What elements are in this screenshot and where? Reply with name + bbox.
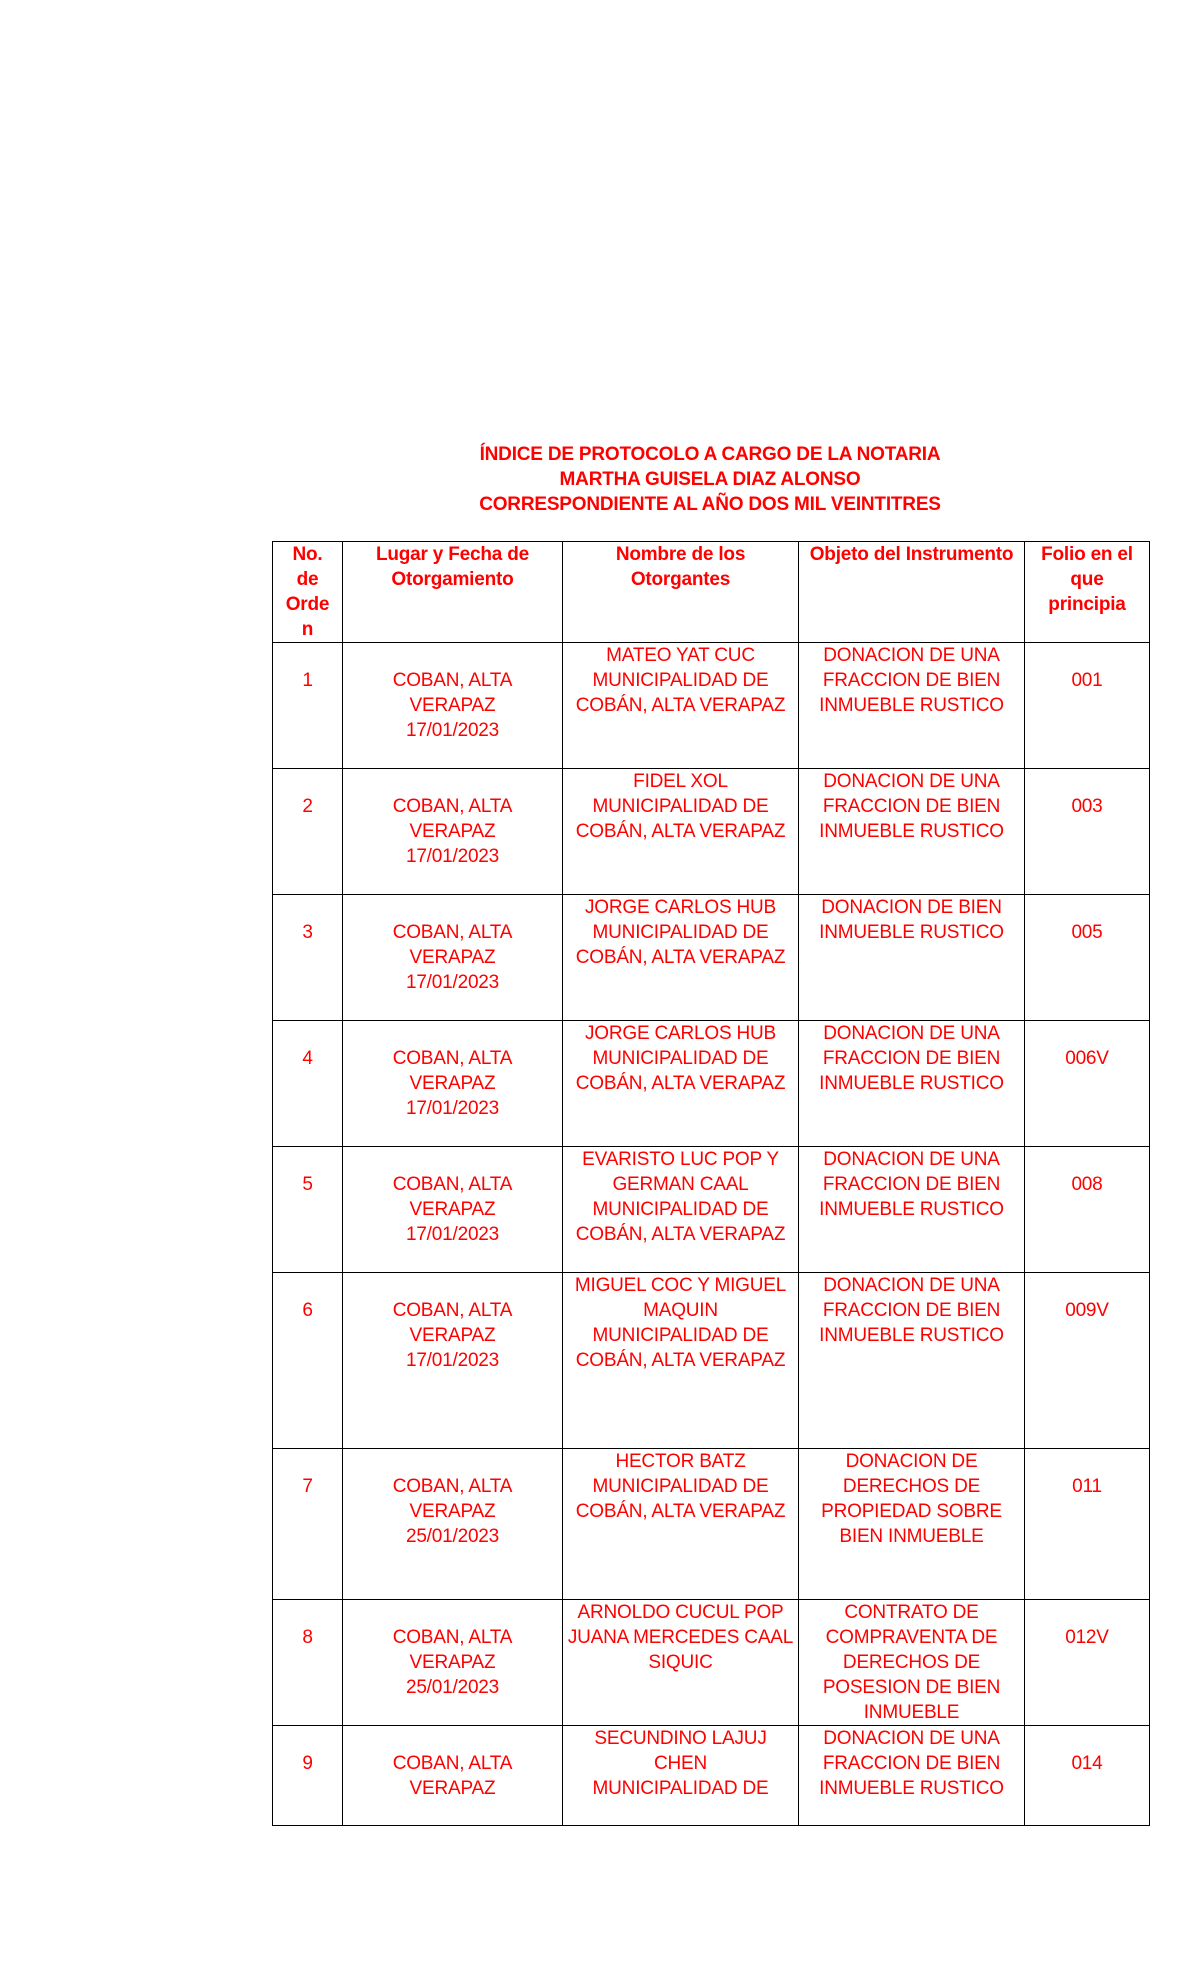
table-row	[273, 769, 1150, 895]
cell-folio: 011	[1025, 1449, 1150, 1600]
cell-nombre: MIGUEL COC Y MIGUEL MAQUIN MUNICIPALIDAD DE COBÁN, ALTA VERAPAZ	[563, 1273, 799, 1449]
cell-nombre: ARNOLDO CUCUL POP JUANA MERCEDES CAAL SIQUIC	[563, 1600, 799, 1726]
cell-no: 2	[273, 769, 343, 895]
header-lugar-fecha: Lugar y Fecha de Otorgamiento	[343, 542, 563, 643]
title-line-1: ÍNDICE DE PROTOCOLO A CARGO DE LA NOTARIA	[479, 444, 941, 465]
table-header-row	[273, 542, 1150, 643]
cell-lugar: COBAN, ALTA VERAPAZ 17/01/2023	[343, 1273, 563, 1449]
cell-nombre: EVARISTO LUC POP Y GERMAN CAAL MUNICIPALIDAD DE COBÁN, ALTA VERAPAZ	[563, 1147, 799, 1273]
cell-lugar: COBAN, ALTA VERAPAZ 17/01/2023	[343, 895, 563, 1021]
title-line-3: CORRESPONDIENTE AL AÑO DOS MIL VEINTITRES	[479, 494, 941, 515]
table-row	[273, 1726, 1150, 1826]
cell-lugar: COBAN, ALTA VERAPAZ 17/01/2023	[343, 769, 563, 895]
cell-no: 1	[273, 643, 343, 769]
cell-nombre: HECTOR BATZ MUNICIPALIDAD DE COBÁN, ALTA VERAPAZ	[563, 1449, 799, 1600]
cell-objeto: DONACION DE UNA FRACCION DE BIEN INMUEBLE RUSTICO	[799, 1273, 1025, 1449]
cell-lugar: COBAN, ALTA VERAPAZ 25/01/2023	[343, 1600, 563, 1726]
cell-nombre: SECUNDINO LAJUJ CHEN MUNICIPALIDAD DE	[563, 1726, 799, 1826]
cell-nombre: JORGE CARLOS HUB MUNICIPALIDAD DE COBÁN, ALTA VERAPAZ	[563, 1021, 799, 1147]
cell-objeto: DONACION DE BIEN INMUEBLE RUSTICO	[799, 895, 1025, 1021]
cell-objeto: DONACION DE UNA FRACCION DE BIEN INMUEBLE RUSTICO	[799, 1726, 1025, 1826]
cell-lugar: COBAN, ALTA VERAPAZ 25/01/2023	[343, 1449, 563, 1600]
table-row	[273, 895, 1150, 1021]
cell-lugar: COBAN, ALTA VERAPAZ 17/01/2023	[343, 1147, 563, 1273]
title-line-2: MARTHA GUISELA DIAZ ALONSO	[559, 469, 861, 490]
cell-folio: 009V	[1025, 1273, 1150, 1449]
cell-objeto: DONACION DE UNA FRACCION DE BIEN INMUEBLE RUSTICO	[799, 769, 1025, 895]
cell-folio: 001	[1025, 643, 1150, 769]
document-title	[272, 442, 1148, 517]
cell-folio: 003	[1025, 769, 1150, 895]
cell-no: 5	[273, 1147, 343, 1273]
cell-objeto: CONTRATO DE COMPRAVENTA DE DERECHOS DE POSESION DE BIEN INMUEBLE	[799, 1600, 1025, 1726]
cell-lugar: COBAN, ALTA VERAPAZ 17/01/2023	[343, 643, 563, 769]
cell-folio: 012V	[1025, 1600, 1150, 1726]
cell-nombre: JORGE CARLOS HUB MUNICIPALIDAD DE COBÁN, ALTA VERAPAZ	[563, 895, 799, 1021]
cell-no: 7	[273, 1449, 343, 1600]
cell-folio: 005	[1025, 895, 1150, 1021]
cell-no: 8	[273, 1600, 343, 1726]
protocol-index-table	[272, 541, 1150, 1826]
header-nombre-otorgantes: Nombre de los Otorgantes	[563, 542, 799, 643]
table-row	[273, 1021, 1150, 1147]
cell-no: 4	[273, 1021, 343, 1147]
cell-objeto: DONACION DE DERECHOS DE PROPIEDAD SOBRE BIEN INMUEBLE	[799, 1449, 1025, 1600]
table-row	[273, 1273, 1150, 1449]
table-row	[273, 1600, 1150, 1726]
table-row	[273, 1147, 1150, 1273]
cell-folio: 014	[1025, 1726, 1150, 1826]
cell-lugar: COBAN, ALTA VERAPAZ 17/01/2023	[343, 1021, 563, 1147]
cell-folio: 006V	[1025, 1021, 1150, 1147]
cell-objeto: DONACION DE UNA FRACCION DE BIEN INMUEBLE RUSTICO	[799, 1147, 1025, 1273]
cell-lugar: COBAN, ALTA VERAPAZ	[343, 1726, 563, 1826]
header-objeto-instrumento: Objeto del Instrumento	[799, 542, 1025, 643]
cell-no: 3	[273, 895, 343, 1021]
table-row	[273, 1449, 1150, 1600]
table-row	[273, 643, 1150, 769]
cell-objeto: DONACION DE UNA FRACCION DE BIEN INMUEBLE RUSTICO	[799, 1021, 1025, 1147]
cell-no: 6	[273, 1273, 343, 1449]
cell-folio: 008	[1025, 1147, 1150, 1273]
cell-objeto: DONACION DE UNA FRACCION DE BIEN INMUEBLE RUSTICO	[799, 643, 1025, 769]
header-folio: Folio en el que principia	[1025, 542, 1150, 643]
cell-no: 9	[273, 1726, 343, 1826]
cell-nombre: FIDEL XOL MUNICIPALIDAD DE COBÁN, ALTA VERAPAZ	[563, 769, 799, 895]
cell-nombre: MATEO YAT CUC MUNICIPALIDAD DE COBÁN, ALTA VERAPAZ	[563, 643, 799, 769]
header-no-orden: No. de Orde n	[273, 542, 343, 643]
